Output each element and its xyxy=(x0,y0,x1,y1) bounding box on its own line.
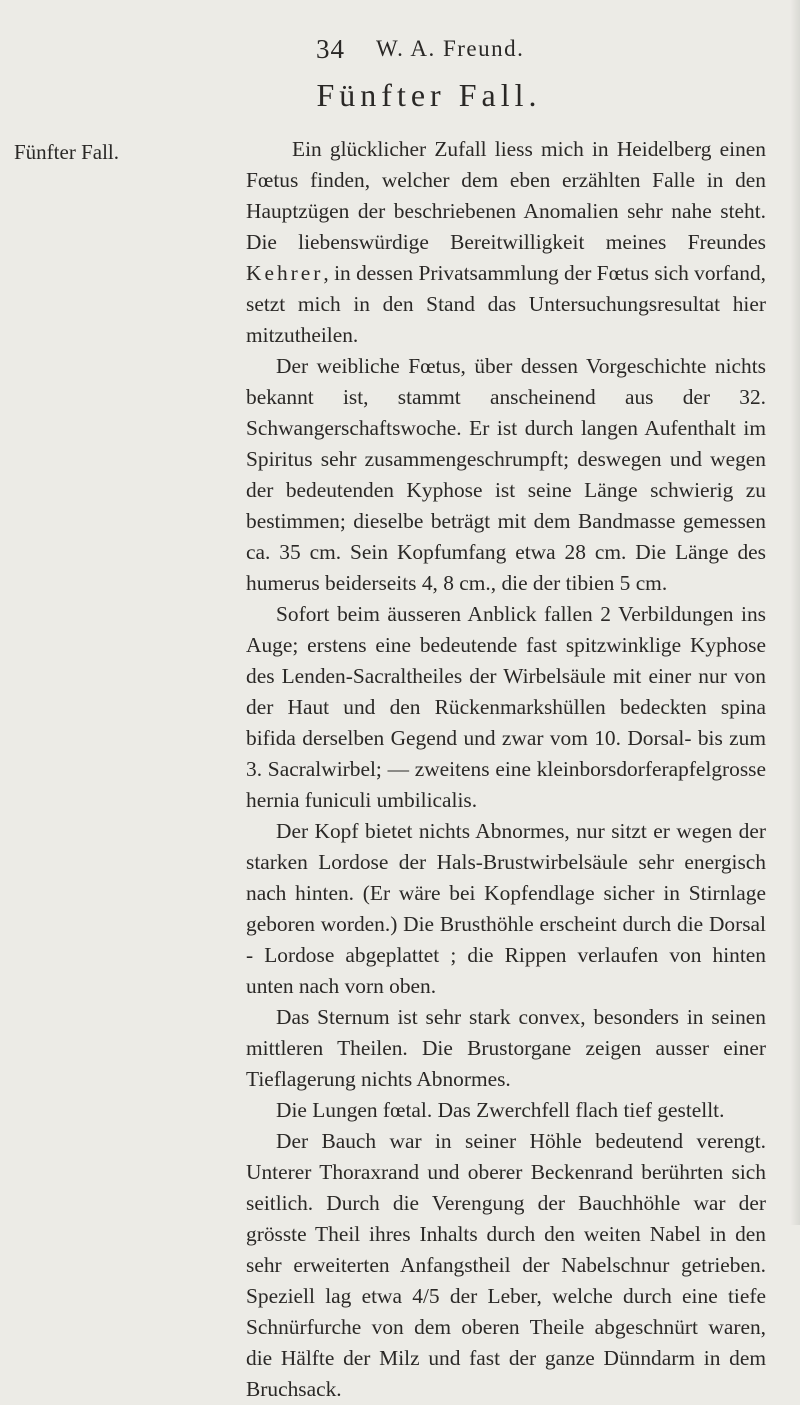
paragraph-2: Der weibliche Fœtus, über dessen Vorgeschichte nichts bekannt ist, stammt anscheinend aus der 32. Schwangerschaftswoche. Er ist durch langen Aufenthalt im Spiritus sehr zusammengeschrumpft; deswegen und wegen der bedeutenden Kyphose ist seine Länge schwierig zu bestimmen; dieselbe beträgt mit dem Bandmasse gemessen ca. 35 cm. Sein Kopfumfang etwa 28 cm. Die Länge des humerus beiderseits 4, 8 cm., die der tibien 5 cm. xyxy=(246,354,766,595)
fraction: 4/5 xyxy=(412,1284,440,1308)
paragraph-4: Der Kopf bietet nichts Abnormes, nur sitzt er wegen der starken Lordose der Hals-Brustwirbelsäule sehr energisch nach hinten. (Er wäre bei Kopfendlage sicher in Stirnlage geboren worden.) Die Brusthöhle erscheint durch die Dorsal - Lordose abgeplattet ; die Rippen verlaufen von hinten unten nach vorn oben. xyxy=(246,819,766,998)
paragraph-1 xyxy=(246,134,766,351)
margin-note: Fünfter Fall. xyxy=(14,140,119,164)
page-number: 34 xyxy=(316,34,345,64)
paragraph-7 xyxy=(246,1126,766,1405)
paragraph-7-text-a: Der Bauch war in seiner Höhle bedeutend verengt. Unterer Thoraxrand und oberer Beckenrand berührten sich seitlich. Durch die Verengung der Bauchhöhle war der grösste Theil ihres Inhalts durch den weiten Nabel in den sehr erweiterten Anfangstheil der Nabelschnur getrieben. Speziell lag etwa xyxy=(246,1129,766,1308)
section-title: Fünfter Fall. xyxy=(316,77,542,113)
paragraph-5: Das Sternum ist sehr stark convex, besonders in seinen mittleren Theilen. Die Brustorgane zeigen ausser einer Tieflagerung nichts Abnormes. xyxy=(246,1005,766,1091)
paragraph-7-text-b: der Leber, welche durch eine tiefe Schnürfurche von dem oberen Theile abgeschnürt waren, die Hälfte der Milz und fast der ganze Dünndarm in dem Bruchsack. xyxy=(246,1284,766,1401)
page-edge-shadow xyxy=(790,0,800,1225)
page-header xyxy=(0,28,800,68)
body-text xyxy=(246,134,766,1405)
paragraph-1-text-a: Ein glücklicher Zufall liess mich in Heidelberg einen Fœtus finden, welcher dem eben erzählten Falle in den Hauptzügen der beschriebenen Anomalien sehr nahe steht. Die liebenswürdige Bereitwilligkeit meines Freundes xyxy=(246,137,766,254)
paragraph-6: Die Lungen fœtal. Das Zwerchfell flach tief gestellt. xyxy=(276,1098,725,1122)
author-name-kehrer: Kehrer xyxy=(246,261,324,285)
paragraph-3: Sofort beim äusseren Anblick fallen 2 Verbildungen ins Auge; erstens eine bedeutende fast spitzwinklige Kyphose des Lenden-Sacraltheiles der Wirbelsäule mit einer nur von der Haut und den Rückenmarkshüllen bedeckten spina bifida derselben Gegend und zwar vom 10. Dorsal- bis zum 3. Sacralwirbel; — zweitens eine kleinborsdorferapfelgrosse hernia funiculi umbilicalis. xyxy=(246,602,766,812)
running-head: W. A. Freund. xyxy=(376,36,525,61)
paragraph-1-text-b: , in dessen Privatsammlung der Fœtus sich vorfand, setzt mich in den Stand das Untersuchungsresultat hier mitzutheilen. xyxy=(246,261,767,347)
